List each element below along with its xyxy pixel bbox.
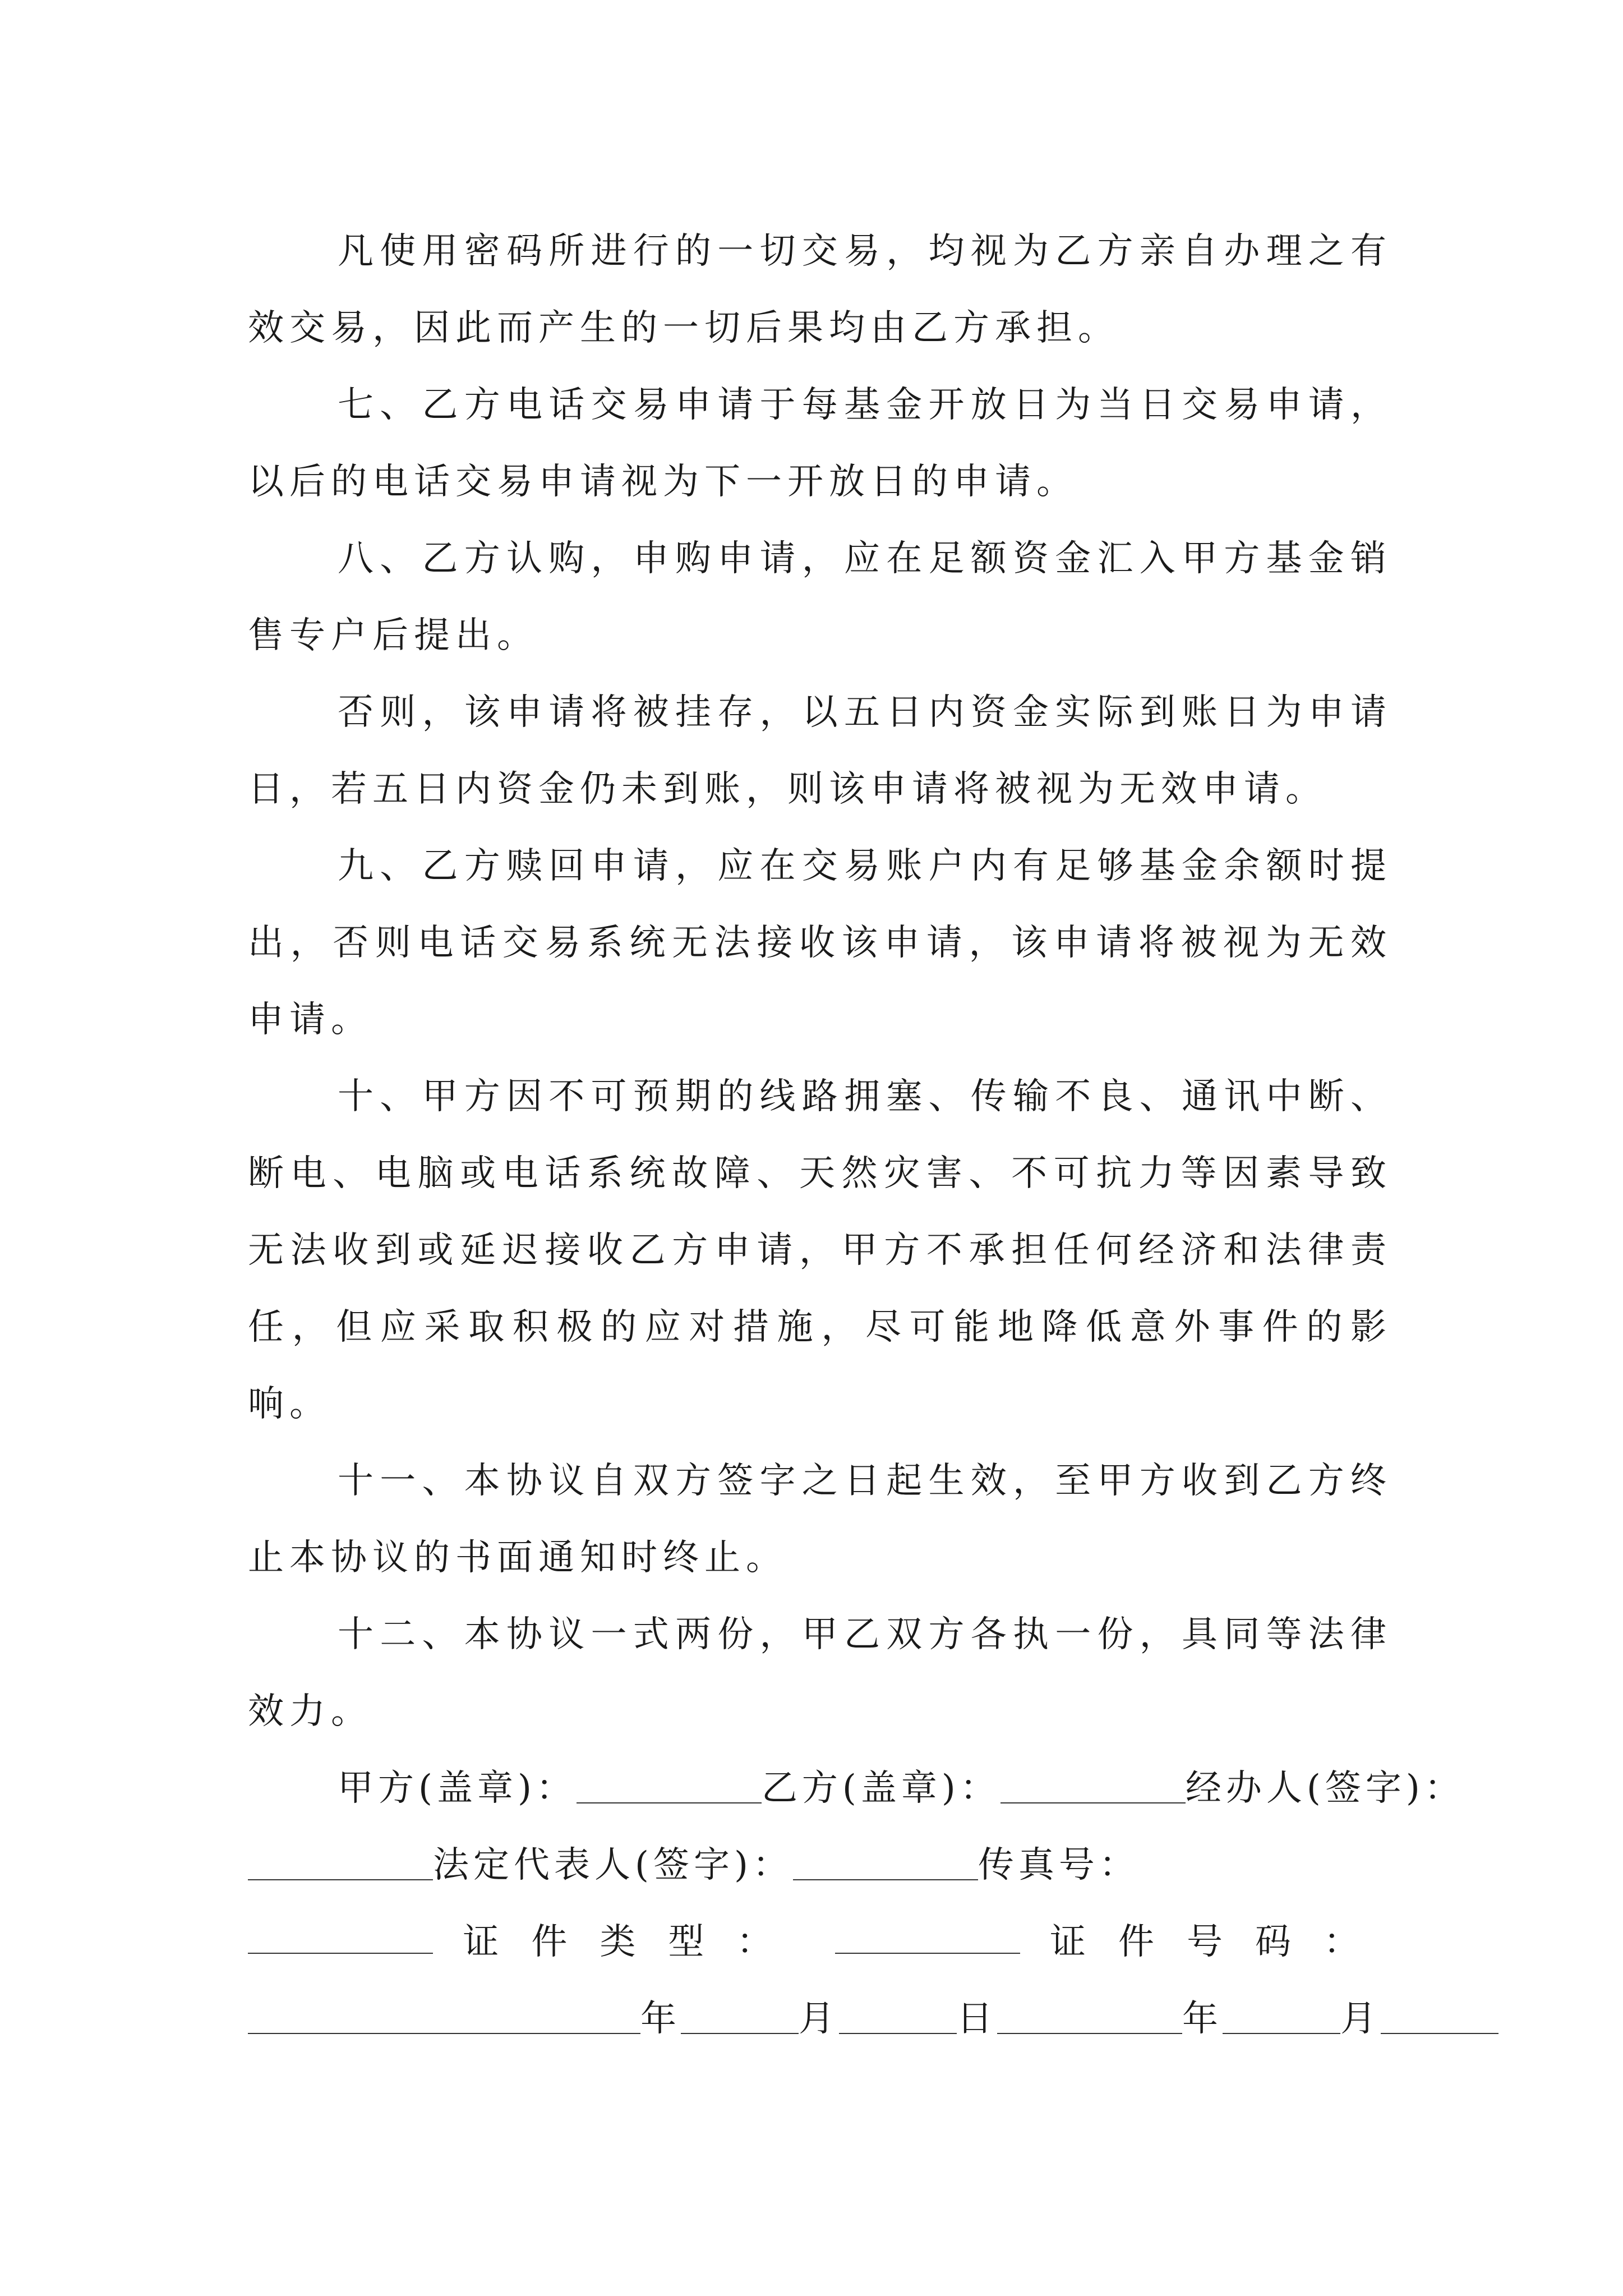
party-a-label: 甲方(盖章)： xyxy=(338,1768,577,1809)
paragraph-clause-9: 九、乙方赎回申请，应在交易账户内有足够基金余额时提出，否则电话交易系统无法接收该申请，该申请将被视为无效申请。 xyxy=(248,845,1392,1041)
date-year-blank-a xyxy=(681,2005,799,2034)
date-month-label-b: 月 xyxy=(1340,1998,1381,2040)
legal-rep-blank xyxy=(793,1851,978,1880)
signature-block xyxy=(248,1750,1465,2058)
paragraph-clause-10: 十、甲方因不可预期的线路拥塞、传输不良、通讯中断、断电、电脑或电话系统故障、天然灾害、不可抗力等因素导致无法收到或延迟接收乙方申请，甲方不承担任何经济和法律责任，但应采取积极的应对措施，尽可能地降低意外事件的影响。 xyxy=(248,1076,1392,1425)
id-number-blank xyxy=(248,2005,640,2034)
legal-rep-label: 法定代表人(签字)： xyxy=(433,1844,793,1886)
document-page xyxy=(248,213,1465,2058)
paragraph-clause-12: 十二、本协议一式两份，甲乙双方各执一份，具同等法律效力。 xyxy=(248,1614,1392,1732)
paragraph-clause-7: 七、乙方电话交易申请于每基金开放日为当日交易申请，以后的电话交易申请视为下一开放日的申请。 xyxy=(248,384,1392,503)
date-month-blank-a xyxy=(839,2005,957,2034)
party-a-blank xyxy=(577,1774,762,1803)
party-b-label: 乙方(盖章)： xyxy=(761,1768,1000,1809)
agent-blank xyxy=(248,1851,433,1880)
id-type-label: 证件类型： xyxy=(463,1921,805,1963)
paragraph-password-transactions: 凡使用密码所进行的一切交易，均视为乙方亲自办理之有效交易，因此而产生的一切后果均由乙方承担。 xyxy=(248,231,1392,349)
date-year-label-a: 年 xyxy=(640,1998,681,2040)
fax-label: 传真号： xyxy=(978,1844,1140,1886)
signature-line-2 xyxy=(248,1827,1392,1904)
paragraph-clause-11: 十一、本协议自双方签字之日起生效，至甲方收到乙方终止本协议的书面通知时终止。 xyxy=(248,1460,1392,1579)
signature-line-4 xyxy=(248,1981,1392,2058)
paragraph-clause-8-otherwise: 否则，该申请将被挂存，以五日内资金实际到账日为申请日，若五日内资金仍未到账，则该申请将被视为无效申请。 xyxy=(248,692,1392,810)
date-month-blank-b xyxy=(1381,2005,1498,2034)
paragraph-clause-8: 八、乙方认购，申购申请，应在足额资金汇入甲方基金销售专户后提出。 xyxy=(248,538,1392,656)
fax-blank xyxy=(248,1925,433,1954)
date-day-label-a: 日 xyxy=(957,1998,997,2040)
date-year-blank-b xyxy=(1223,2005,1340,2034)
id-number-label: 证件号码： xyxy=(1049,1921,1392,1963)
agent-label: 经办人(签字)： xyxy=(1185,1768,1465,1809)
date-year-label-b: 年 xyxy=(1182,1998,1223,2040)
date-day-blank-a xyxy=(997,2005,1182,2034)
id-type-blank xyxy=(835,1925,1020,1954)
signature-line-1 xyxy=(248,1750,1465,1827)
party-b-blank xyxy=(1000,1774,1186,1803)
signature-line-3 xyxy=(248,1904,1392,1981)
date-month-label-a: 月 xyxy=(799,1998,839,2040)
